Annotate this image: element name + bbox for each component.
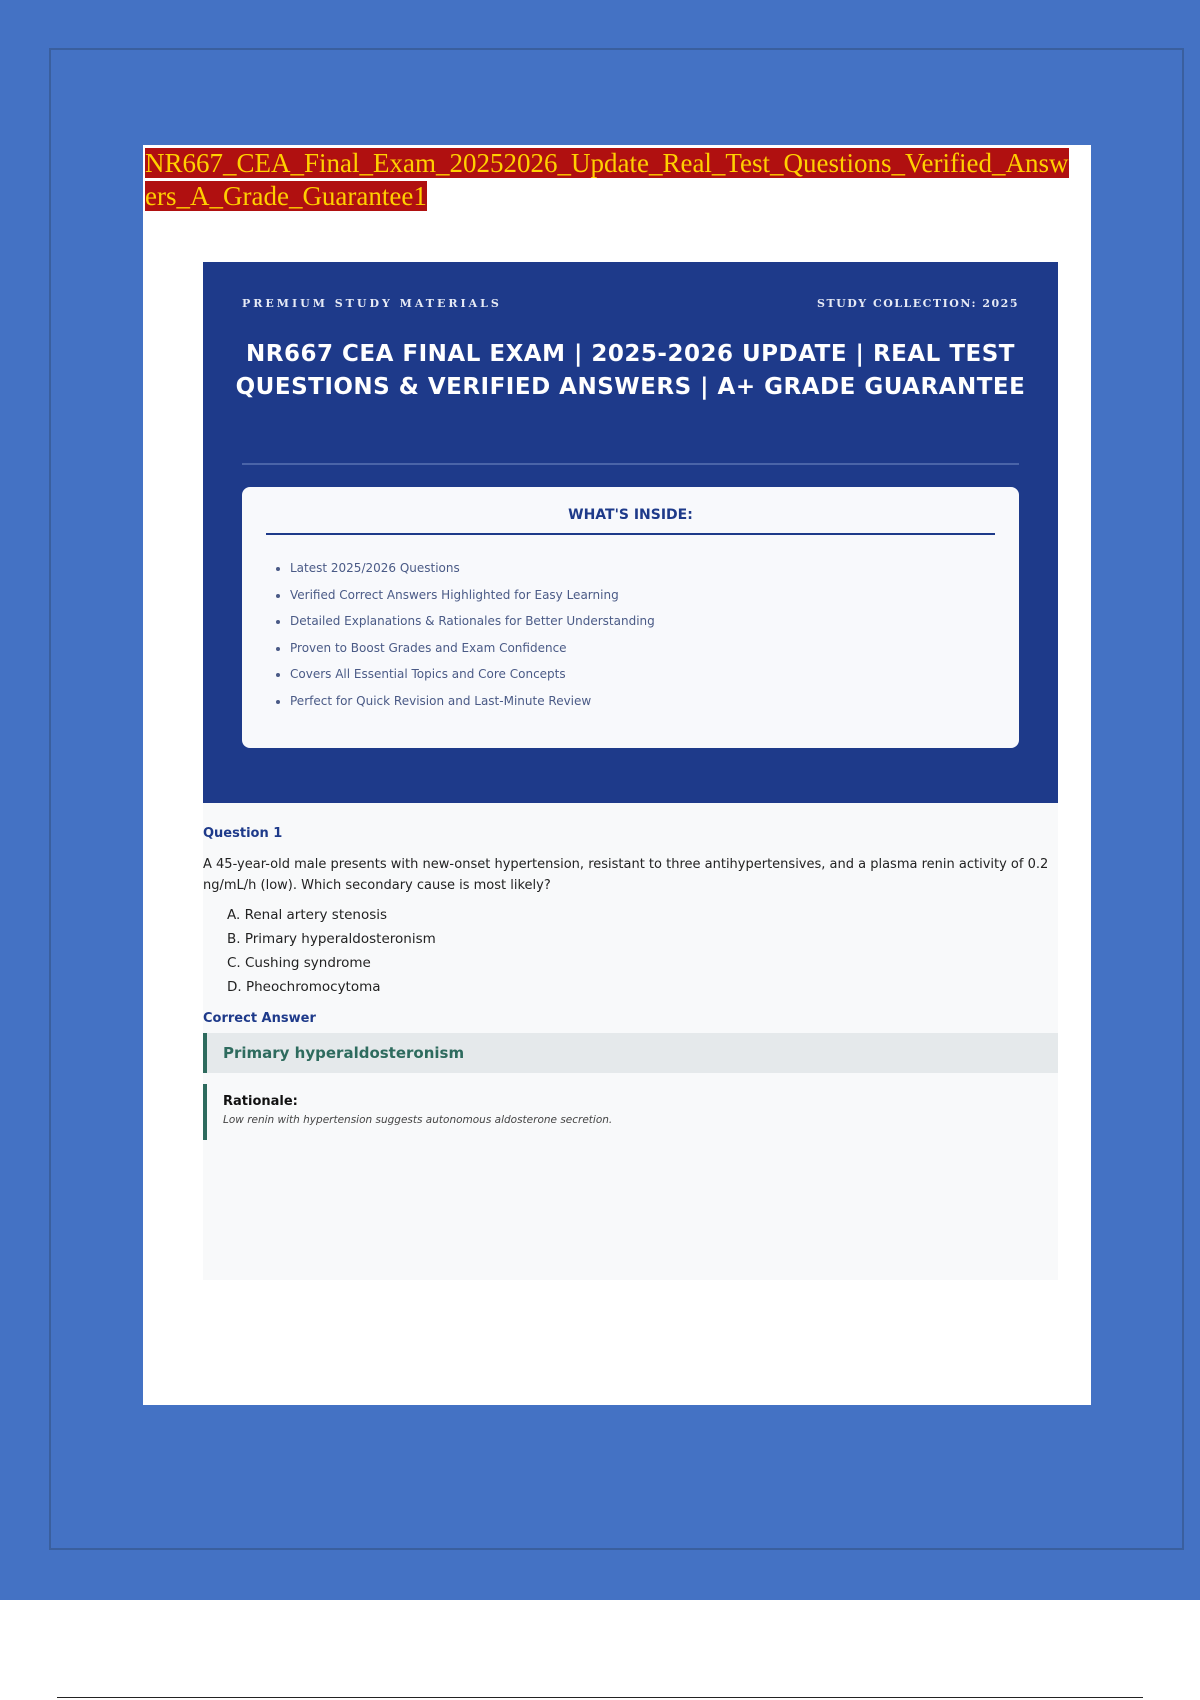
question-card [203, 803, 1058, 1280]
cover-collection: STUDY COLLECTION: 2025 [817, 297, 1019, 310]
option-c: C. Cushing syndrome [227, 955, 371, 971]
option-d: D. Pheochromocytoma [227, 979, 381, 995]
document-filename[interactable]: NR667_CEA_Final_Exam_20252026_Update_Real_Test_Questions_Verified_Answers_A_Grade_Guarantee1 [145, 148, 1069, 211]
option-a: A. Renal artery stenosis [227, 907, 388, 923]
list-item: • Proven to Boost Grades and Exam Confidence [290, 635, 655, 662]
question-label: Question 1 [203, 826, 283, 841]
cover-panel [203, 262, 1058, 803]
rationale-text: Low renin with hypertension suggests autonomous aldosterone secretion. [223, 1114, 613, 1126]
rationale-box [203, 1084, 1058, 1140]
list-item: • Perfect for Quick Revision and Last-Minute Review [290, 688, 655, 715]
question-text: A 45-year-old male presents with new-onset hypertension, resistant to three antihypertensives, and a plasma renin activity of 0.2 ng/mL/h (low). Which secondary cause is most likely? [203, 857, 1049, 893]
document-page [143, 145, 1091, 1405]
correct-answer-text: Primary hyperaldosteronism [223, 1044, 465, 1062]
correct-answer-box [203, 1033, 1058, 1073]
rationale-title: Rationale: [223, 1094, 298, 1109]
whats-inside-list [266, 555, 655, 714]
whats-inside-box [242, 487, 1019, 748]
answer-options [227, 903, 436, 999]
list-item: • Detailed Explanations & Rationales for Better Understanding [290, 608, 655, 635]
list-item: • Verified Correct Answers Highlighted for Easy Learning [290, 582, 655, 609]
cover-tagline: PREMIUM STUDY MATERIALS [242, 297, 502, 310]
correct-answer-label: Correct Answer [203, 1011, 316, 1026]
option-b: B. Primary hyperaldosteronism [227, 931, 436, 947]
cover-divider [242, 463, 1019, 465]
cover-title: NR667 CEA FINAL EXAM | 2025-2026 UPDATE | REAL TEST QUESTIONS & VERIFIED ANSWERS | A+ GRADE GUARANTEE [235, 341, 1026, 400]
list-item: • Covers All Essential Topics and Core Concepts [290, 661, 655, 688]
bottom-divider [57, 1697, 1143, 1698]
list-item: • Latest 2025/2026 Questions [290, 555, 655, 582]
whats-inside-title: WHAT'S INSIDE: [266, 507, 995, 535]
